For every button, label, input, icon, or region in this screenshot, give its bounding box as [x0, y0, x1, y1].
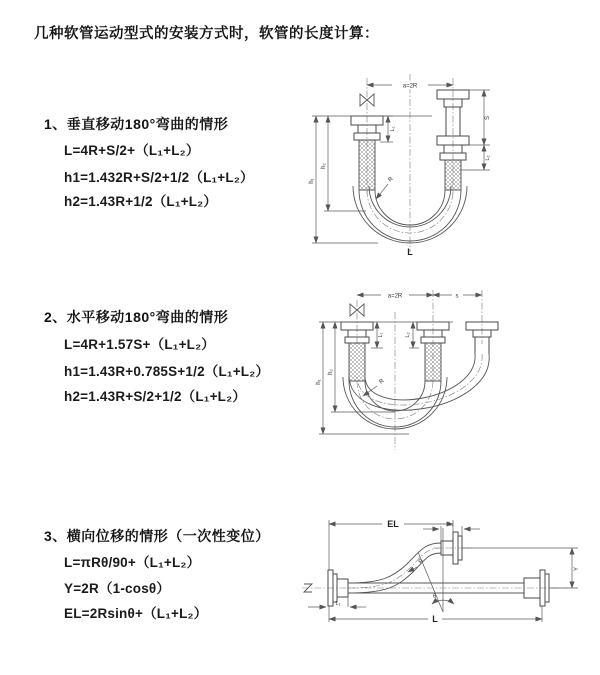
hose-braid	[445, 160, 461, 190]
h1-label: h₁	[309, 178, 315, 184]
radius-label: R	[387, 176, 395, 184]
section2-formula-L: L=4R+1.57S+（L₁+L₂）	[64, 337, 215, 352]
section2-heading: 2、水平移动180°弯曲的情形	[44, 309, 229, 325]
hose-s-curve	[348, 543, 441, 593]
length-label: L	[407, 247, 413, 257]
l1-label: L₁	[390, 126, 396, 132]
left-fitting	[351, 116, 383, 190]
section1-formula-L: L=4R+S/2+（L₁+L₂）	[64, 143, 200, 158]
section1-formula-h1: h1=1.432R+S/2+1/2（L₁+L₂）	[64, 170, 254, 185]
section2-formula-h1: h1=1.43R+0.785S+1/2（L₁+L₂）	[64, 364, 270, 379]
h1-label: h₁	[316, 379, 322, 385]
dimension-l1	[380, 116, 396, 142]
diagram-lateral-displacement	[300, 508, 590, 653]
theta-label: θ	[433, 594, 437, 600]
diagram-vertical-180-bend	[300, 66, 535, 258]
dimension-span-top	[367, 81, 453, 90]
l2-label: L₂	[448, 521, 454, 528]
y-label: Y	[574, 566, 580, 572]
el-label: EL	[387, 519, 399, 529]
dimension-l	[329, 606, 542, 624]
l1-label: L₁	[378, 332, 384, 338]
dimension-span-top	[357, 291, 433, 300]
l1-label: L₁	[335, 601, 341, 607]
section3-formula-EL: EL=2Rsinθ+（L₁+L₂）	[64, 606, 208, 621]
span-top-label: a=2R	[387, 293, 403, 300]
radius-label: R	[417, 558, 426, 566]
l-label: L	[432, 614, 438, 624]
l2-label: L₂	[405, 332, 411, 338]
section3-heading: 3、横向位移的情形（一次性变位）	[44, 528, 270, 544]
hose-braid	[359, 140, 375, 190]
section3-formula-L: L=πRθ/90+（L₁+L₂）	[64, 555, 201, 570]
dimension-travel	[433, 291, 482, 300]
span-top-label: a=2R	[402, 83, 418, 90]
hose-u-bend-position2	[349, 354, 489, 410]
l2-label: L₂	[485, 155, 491, 161]
page-title: 几种软管运动型式的安装方式时，软管的长度计算：	[34, 26, 379, 42]
section1-formula-h2: h2=1.43R+1/2（L₁+L₂）	[64, 194, 218, 209]
section1-heading: 1、垂直移动180°弯曲的情形	[44, 116, 229, 132]
hose-braid	[349, 343, 365, 381]
h2-label: h₂	[321, 163, 327, 169]
hose-braid	[425, 343, 441, 381]
h2-label: h₂	[328, 369, 334, 375]
dimension-stroke-s	[469, 90, 491, 145]
dimension-y	[462, 548, 580, 588]
dimension-el	[329, 519, 453, 571]
diagram-horizontal-180-bend	[313, 282, 548, 457]
dimension-l2	[423, 522, 480, 542]
s-label: S	[485, 115, 491, 121]
travel-label: s	[455, 293, 459, 300]
section2-formula-h2: h2=1.43R+S/2+1/2（L₁+L₂）	[64, 389, 247, 404]
radius-label: R	[378, 378, 386, 386]
dimension-radius	[376, 176, 395, 199]
section3-formula-Y: Y=2R（1-cosθ）	[64, 581, 171, 596]
